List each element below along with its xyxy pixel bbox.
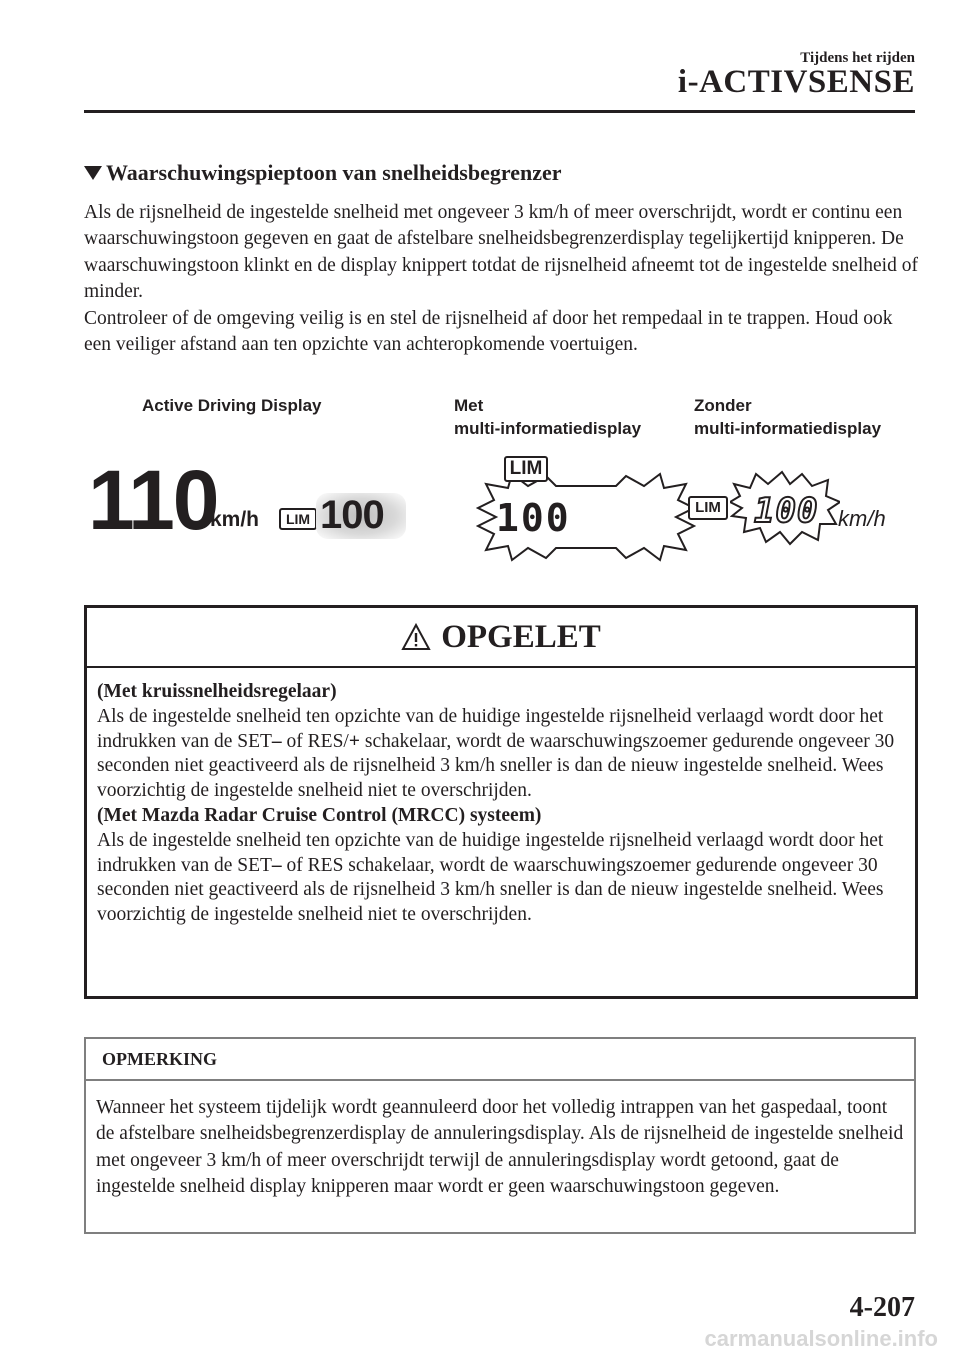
- plus-symbol: +: [348, 730, 360, 752]
- warning-triangle-icon: [401, 623, 431, 651]
- label-zonder-multi-info: [694, 394, 881, 440]
- caution-title: OPGELET: [441, 618, 601, 655]
- note-header: OPMERKING: [86, 1039, 914, 1081]
- zonder-set-speed: 100: [754, 491, 819, 531]
- footer-watermark: carmanualsonline.info: [704, 1326, 938, 1351]
- caution-body: [87, 668, 915, 928]
- label-met-line1: Met: [454, 396, 484, 415]
- caution-subheading-2: (Met Mazda Radar Cruise Control (MRCC) systeem): [97, 804, 542, 826]
- caution-subheading-1: (Met kruissnelheidsregelaar): [97, 681, 337, 702]
- header-rule: [84, 110, 915, 113]
- caution-paragraph-1: [97, 705, 905, 804]
- zonder-speed-unit: km/h: [838, 506, 886, 531]
- triangle-bullet-icon: [84, 166, 102, 180]
- intro-text: [84, 200, 924, 358]
- adp-current-speed: 110: [88, 453, 218, 547]
- adp-set-speed: 100: [320, 493, 384, 537]
- caution-text-2b: of RES schakelaar, wordt de waarschuwingszoemer gedurende ongeveer 30 seconden niet geactiveerd als de rijsnelheid 3 km/h sneller is dan de nieuw ingestelde snelheid. Wees voorzichtig de ingestelde snelheid niet te overschrijden.: [97, 854, 884, 926]
- caution-header: [87, 608, 915, 668]
- minus-symbol-2: –: [271, 854, 282, 876]
- caution-text-2a: Als de ingestelde snelheid ten opzichte van de huidige ingestelde rijsnelheid verlaagd wordt door het indrukken van de SET: [97, 829, 884, 876]
- met-lim-indicator: LIM: [504, 456, 548, 482]
- label-met-line2: multi-informatiedisplay: [454, 419, 642, 438]
- section-heading-text: Waarschuwingspieptoon van snelheidsbegrenzer: [106, 160, 562, 185]
- zonder-lim-indicator: LIM: [688, 496, 728, 520]
- note-box: [84, 1037, 916, 1234]
- note-body: [86, 1081, 914, 1201]
- label-zonder-line1: Zonder: [694, 396, 752, 415]
- intro-paragraph-2: Controleer of de omgeving veilig is en stel de rijsnelheid af door het rempedaal in te trappen. Houd ook een veiliger afstand aan ten opzichte van achteropkomende voertuigen.: [84, 307, 893, 356]
- caution-text-1b: of RES/: [281, 730, 349, 752]
- caution-text-1c: schakelaar, wordt de waarschuwingszoemer gedurende ongeveer 30 seconden niet geactiveerd als de rijsnelheid 3 km/h sneller is dan de nieuw ingestelde snelheid. Wees voorzichtig de ingestelde snelheid niet te overschrijden.: [97, 730, 895, 802]
- caution-text-1a: Als de ingestelde snelheid ten opzichte van de huidige ingestelde rijsnelheid verlaagd wordt door het indrukken van de SET: [97, 705, 884, 752]
- label-active-driving-display: Active Driving Display: [142, 396, 322, 415]
- adp-speed-unit: km/h: [210, 508, 260, 531]
- page-number: 4-207: [849, 1292, 915, 1323]
- section-heading: [84, 160, 562, 186]
- caution-paragraph-2: [97, 829, 905, 928]
- display-figure: [84, 388, 924, 568]
- label-zonder-line2: multi-informatiedisplay: [694, 419, 882, 438]
- adp-lim-indicator: LIM: [279, 508, 317, 530]
- header-title: i-ACTIVSENSE: [677, 64, 915, 100]
- met-set-speed: 100: [496, 496, 571, 540]
- note-paragraph: Wanneer het systeem tijdelijk wordt geannuleerd door het volledig intrappen van het gaspedaal, toont de afstelbare snelheidsbegrenzerdisplay de annuleringsdisplay. Als de rijsnelheid de ingestelde snelheid met ongeveer 3 km/h of meer overschrijdt terwijl de annuleringsdisplay wordt getoond, gaat de ingestelde snelheid display knipperen maar wordt er geen waarschuwingstoon gegeven.: [96, 1097, 904, 1198]
- label-met-multi-info: [454, 394, 641, 440]
- intro-paragraph-1: Als de rijsnelheid de ingestelde snelheid met ongeveer 3 km/h of meer overschrijdt, wordt er continu een waarschuwingstoon gegeven en gaat de afstelbare snelheidsbegrenzerdisplay tegelijkertijd knipperen. De waarschuwingstoon klinkt en de display knippert totdat de rijsnelheid afneemt tot de ingestelde snelheid of minder.: [84, 202, 918, 303]
- caution-box: [84, 605, 918, 999]
- minus-symbol: –: [271, 730, 282, 752]
- header-section: Tijdens het rijden: [800, 50, 915, 66]
